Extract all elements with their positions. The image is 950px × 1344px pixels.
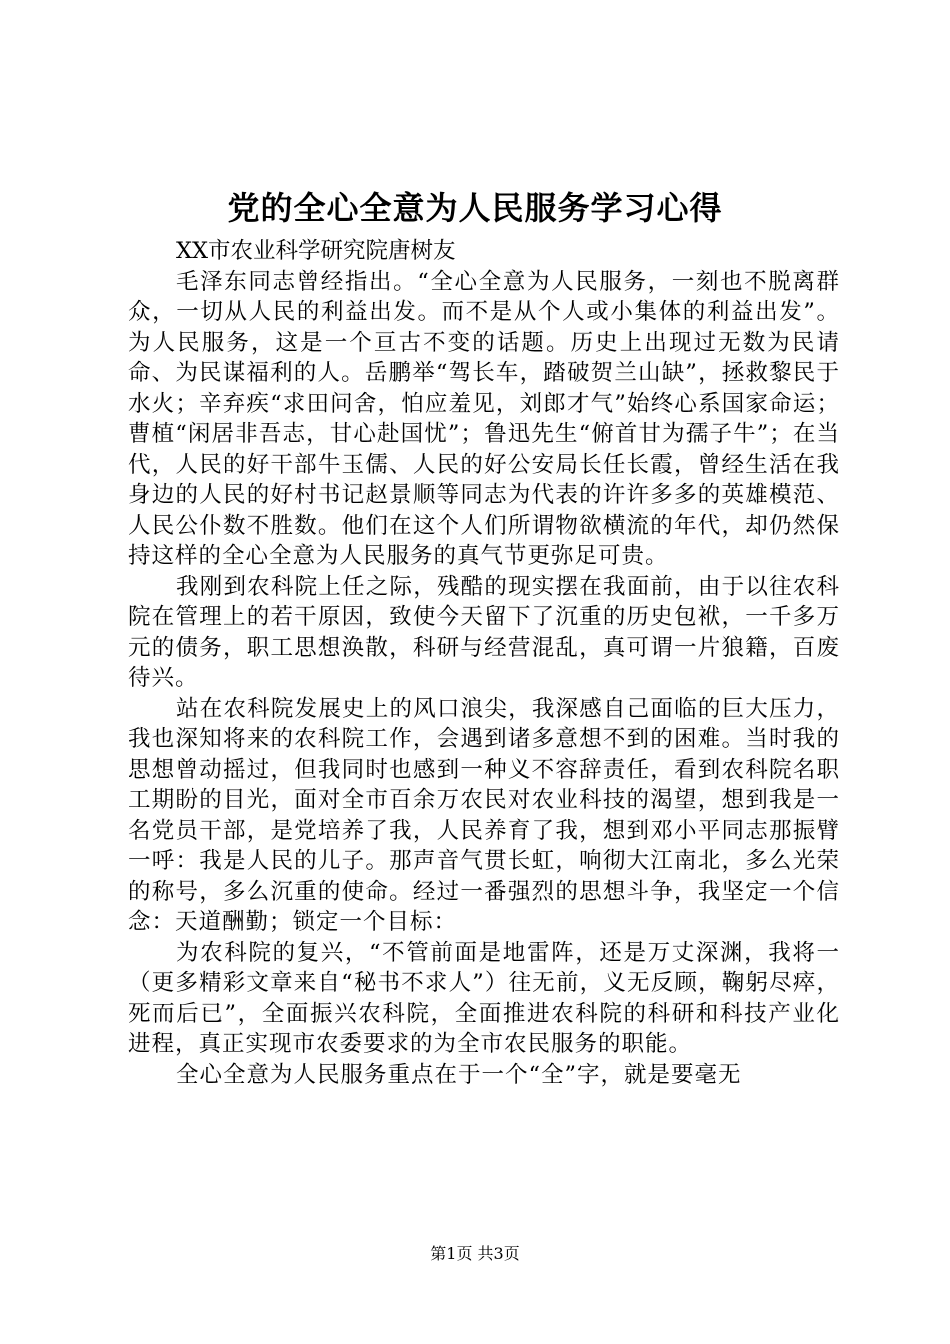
paragraph-2: 我刚到农科院上任之际，残酷的现实摆在我面前，由于以往农科院在管理上的若干原因，致使今天留下了沉重的历史包袱，一千多万元的债务，职工思想涣散，科研与经营混乱，真可谓一片狼籍，百废待兴。 — [128, 573, 840, 691]
paragraph-3: 站在农科院发展史上的风口浪尖，我深感自己面临的巨大压力，我也深知将来的农科院工作，会遇到诸多意想不到的困难。当时我的思想曾动摇过，但我同时也感到一种义不容辞责任，看到农科院名职工期盼的目光，面对全市百余万农民对农业科技的渴望，想到我是一名党员干部，是党培养了我，人民养育了我，想到邓小平同志那振臂一呼：我是人民的儿子。那声音气贯长虹，响彻大江南北，多么光荣的称号，多么沉重的使命。经过一番强烈的思想斗争，我坚定一个信念：天道酬勤；锁定一个目标： — [128, 695, 840, 935]
paragraph-4: 为农科院的复兴，“不管前面是地雷阵，还是万丈深渊，我将一（更多精彩文章来自“秘书不求人”）往无前，义无反顾，鞠躬尽瘁，死而后已”，全面振兴农科院，全面推进农科院的科研和科技产业化进程，真正实现市农委要求的为全市农民服务的职能。 — [128, 939, 840, 1057]
author-line: XX市农业科学研究院唐树友 — [176, 238, 456, 264]
document-title: 党的全心全意为人民服务学习心得 — [227, 189, 723, 227]
page-number-footer: 第1页 共3页 — [430, 1244, 520, 1263]
paragraph-5: 全心全意为人民服务重点在于一个“全”字，就是要毫无 — [176, 1061, 742, 1088]
paragraph-1: 毛泽东同志曾经指出。“全心全意为人民服务，一刻也不脱离群众，一切从人民的利益出发。而不是从个人或小集体的利益出发”。为人民服务，这是一个亘古不变的话题。历史上出现过无数为民请命、为民谋福利的人。岳鹏举“驾长车，踏破贺兰山缺”，拯救黎民于水火；辛弃疾“求田问舍，怕应羞见，刘郎才气”始终心系国家命运；曹植“闲居非吾志，甘心赴国忧”；鲁迅先生“俯首甘为孺子牛”；在当代，人民的好干部牛玉儒、人民的好公安局长任长霞，曾经生活在我身边的人民的好村书记赵景顺等同志为代表的许许多多的英雄模范、人民公仆数不胜数。他们在这个人们所谓物欲横流的年代，却仍然保持这样的全心全意为人民服务的真气节更弥足可贵。 — [128, 268, 840, 569]
document-body — [128, 236, 840, 1090]
